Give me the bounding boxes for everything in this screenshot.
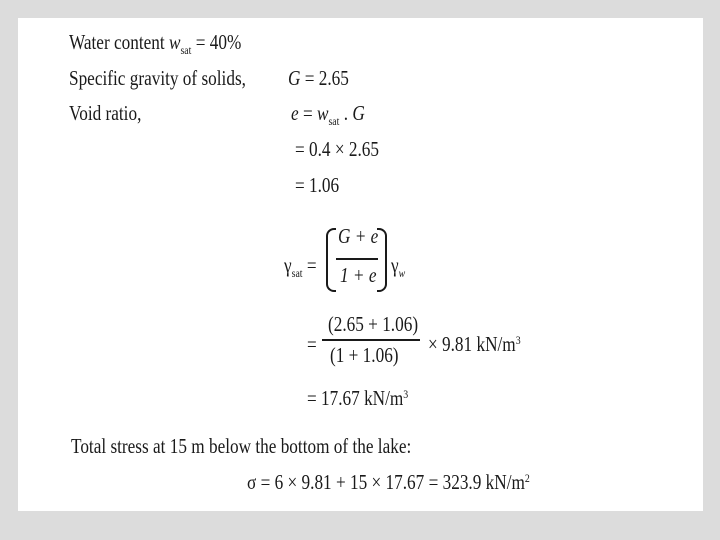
left-paren <box>326 228 336 292</box>
specific-gravity-value: = 2.65 <box>300 66 349 90</box>
gamma-sat-subscript: sat <box>291 266 303 280</box>
specific-gravity-label: Specific gravity of solids, <box>69 66 246 90</box>
water-content-line <box>69 30 242 57</box>
gamma-result-text: = 17.67 kN/m <box>307 386 404 410</box>
sigma-exponent: 2 <box>524 471 530 485</box>
gamma-result <box>307 388 408 409</box>
void-ratio-subscript: sat <box>328 114 340 128</box>
gamma-calc-unit: × 9.81 kN/m <box>428 332 516 356</box>
void-ratio-symbol: e <box>291 101 299 125</box>
gamma-result-exponent: 3 <box>403 387 409 401</box>
water-content-symbol: w <box>168 30 181 54</box>
water-content-value: = 40% <box>191 30 242 54</box>
sigma-text: σ = 6 × 9.81 + 15 × 17.67 = 323.9 kN/m <box>247 470 525 494</box>
gamma-symbol: γ <box>284 253 292 277</box>
specific-gravity-expression <box>288 68 349 89</box>
gamma-w-term <box>391 253 406 280</box>
gamma-calc-fraction-bar <box>322 339 420 341</box>
solution-content <box>18 18 703 511</box>
void-ratio-equals: = <box>298 101 317 125</box>
gamma-sat-denominator: 1 + e <box>340 263 377 287</box>
gamma-w-symbol: γ <box>391 253 399 277</box>
void-ratio-label: Void ratio, <box>69 101 142 125</box>
gamma-sat-fraction-bar <box>336 258 378 260</box>
void-ratio-dot: . <box>339 101 353 125</box>
gamma-w-subscript: w <box>398 266 406 280</box>
water-content-label: Water content <box>69 30 169 54</box>
void-ratio-step2: = 1.06 <box>295 173 340 197</box>
gamma-calc-numerator: (2.65 + 1.06) <box>328 312 419 336</box>
gamma-calc-rhs <box>428 334 521 355</box>
gamma-sat-numerator: G + e <box>338 224 379 248</box>
void-ratio-step1: = 0.4 × 2.65 <box>295 137 379 161</box>
sigma-equation <box>247 472 530 493</box>
slide-frame <box>8 8 712 532</box>
gamma-sat-lhs <box>284 253 317 280</box>
gamma-calc-denominator: (1 + 1.06) <box>330 343 399 367</box>
gamma-sat-equals: = <box>302 253 317 277</box>
right-paren <box>377 228 387 292</box>
specific-gravity-symbol: G <box>288 66 301 90</box>
void-ratio-G-symbol: G <box>352 101 365 125</box>
gamma-calc-equals: = <box>307 332 317 356</box>
gamma-calc-unit-exponent: 3 <box>515 333 521 347</box>
void-ratio-w-symbol: w <box>316 101 329 125</box>
document-page <box>18 18 703 511</box>
total-stress-label: Total stress at 15 m below the bottom of the lake: <box>71 434 412 458</box>
water-content-subscript: sat <box>180 43 192 57</box>
void-ratio-expression <box>291 101 365 128</box>
